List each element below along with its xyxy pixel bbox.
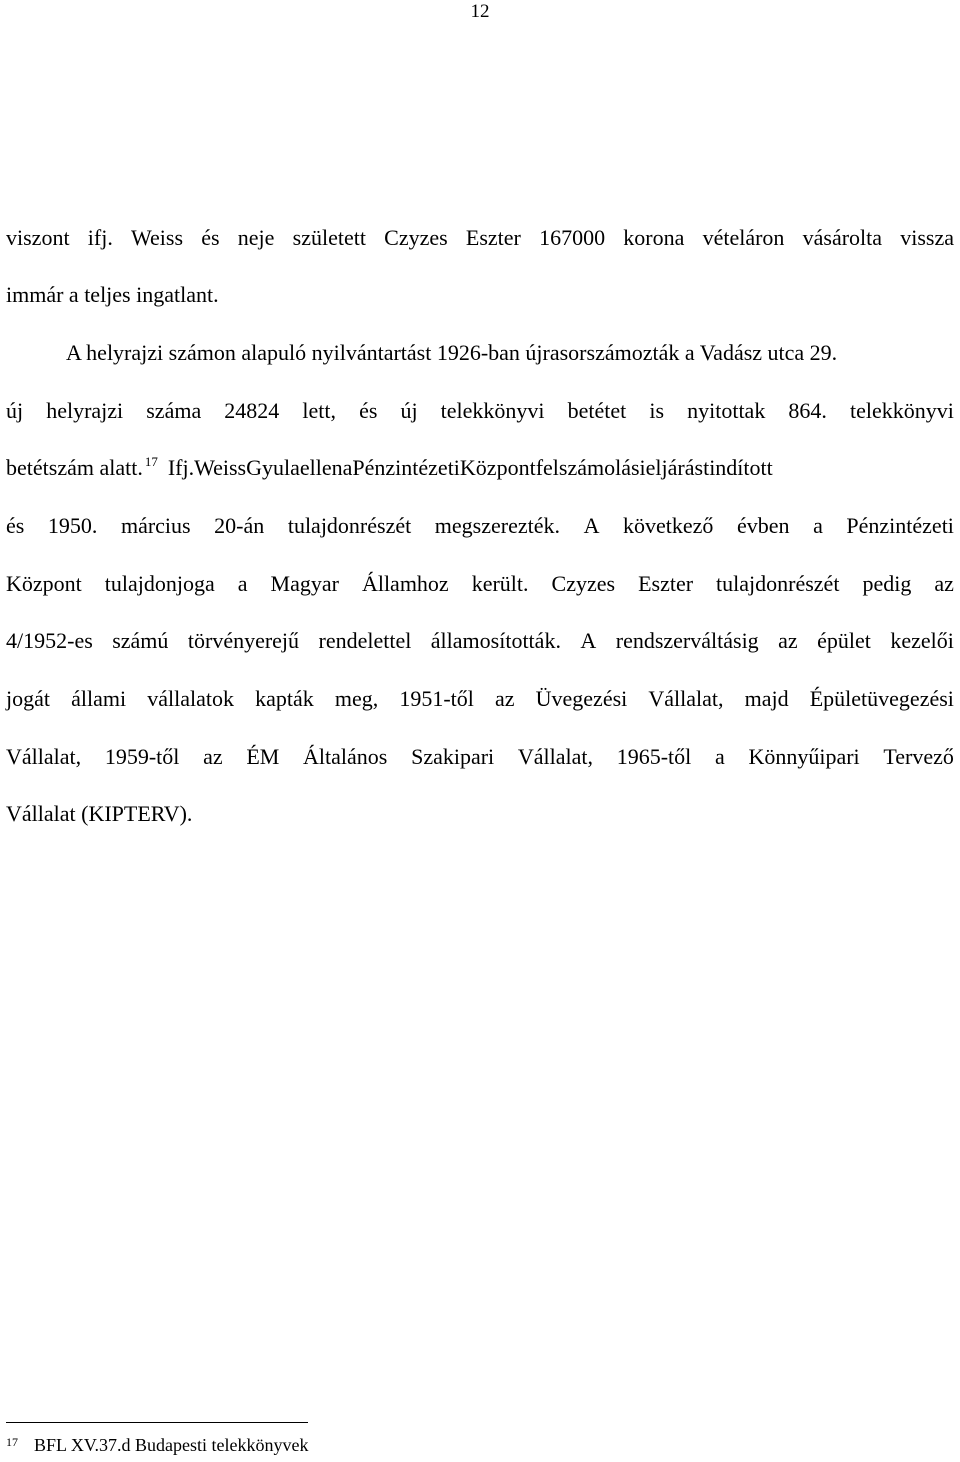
word: 1965-től xyxy=(616,744,692,769)
text-line-9 xyxy=(6,685,954,713)
word: Épületüvegezési xyxy=(809,686,954,711)
word: lett, xyxy=(302,398,336,423)
word: 167000 xyxy=(539,225,606,250)
word: eljárást xyxy=(645,455,710,480)
word: A xyxy=(583,513,600,538)
word: következő xyxy=(623,513,714,538)
word: tulajdonjoga xyxy=(104,571,215,596)
word: törvényerejű xyxy=(187,628,300,653)
word: helyrajzi xyxy=(46,398,124,423)
word: tulajdonrészét xyxy=(287,513,412,538)
word: Vállalat, xyxy=(517,744,594,769)
text-line-7 xyxy=(6,570,954,598)
word: Általános xyxy=(303,744,388,769)
footnote-divider xyxy=(6,1422,308,1423)
word: Könnyűipari xyxy=(748,744,860,769)
word: neje xyxy=(237,225,275,250)
word: indított xyxy=(709,455,773,480)
word: az xyxy=(495,686,515,711)
text-line-5-start: betétszám alatt. $^{17}$ xyxy=(6,454,158,480)
word: és xyxy=(6,513,25,538)
word: a xyxy=(714,744,725,769)
word: majd xyxy=(744,686,789,711)
footnote xyxy=(6,1434,308,1456)
text-line-1 xyxy=(6,224,954,252)
word: épület xyxy=(817,628,871,653)
word: telekkönyvi xyxy=(849,398,954,423)
text-line-10 xyxy=(6,743,954,771)
word: felszámolási xyxy=(535,455,646,480)
word: tulajdonrészét xyxy=(716,571,840,596)
footnote-text: BFL XV.37.d Budapesti telekkönyvek xyxy=(34,1435,309,1455)
word: a xyxy=(813,513,823,538)
word: vállalatok xyxy=(147,686,234,711)
word: az xyxy=(934,571,954,596)
word: és xyxy=(359,398,378,423)
word: nyitottak xyxy=(687,398,766,423)
text-line-3: A helyrajzi számon alapuló nyilvántartást 1926-ban újrasorszámozták a Vadász utca 29. xyxy=(66,340,838,365)
word: 1951-től xyxy=(399,686,474,711)
word: korona xyxy=(623,225,685,250)
word: vásárolta xyxy=(802,225,883,250)
word: 24824 xyxy=(224,398,280,423)
word: rendelettel xyxy=(318,628,412,653)
word: Czyzes xyxy=(551,571,616,596)
word: évben xyxy=(736,513,790,538)
word: kezelői xyxy=(890,628,954,653)
word: új xyxy=(400,398,418,423)
word: betétet xyxy=(567,398,627,423)
word: Pénzintézeti xyxy=(846,513,954,538)
word: vételáron xyxy=(702,225,785,250)
word: 864. xyxy=(788,398,827,423)
word: Szakipari xyxy=(411,744,495,769)
word: Központ xyxy=(6,571,82,596)
word: viszont xyxy=(6,225,70,250)
word: telekkönyvi xyxy=(440,398,545,423)
word: ÉM xyxy=(246,744,280,769)
word: és xyxy=(201,225,220,250)
word: kapták xyxy=(255,686,314,711)
word: új xyxy=(6,398,24,423)
word: meg, xyxy=(334,686,379,711)
word: Vállalat, xyxy=(6,744,82,769)
word: Weiss xyxy=(131,225,184,250)
word: 1959-től xyxy=(104,744,180,769)
word: Pénzintézeti xyxy=(352,455,460,480)
word: Czyzes xyxy=(384,225,448,250)
word: államosították. xyxy=(430,628,561,653)
text-line-8 xyxy=(6,627,954,655)
word: Államhoz xyxy=(361,571,449,596)
word: megszerezték. xyxy=(434,513,560,538)
text-line-4 xyxy=(6,397,954,425)
word: száma xyxy=(146,398,202,423)
word: ifj. xyxy=(87,225,113,250)
text-line-11: Vállalat (KIPTERV). xyxy=(6,801,193,826)
word: is xyxy=(649,398,665,423)
word: pedig xyxy=(862,571,912,596)
word: az xyxy=(203,744,223,769)
word: március xyxy=(120,513,191,538)
word: Magyar xyxy=(270,571,339,596)
word: jogát xyxy=(6,686,50,711)
word: a xyxy=(237,571,248,596)
word: 1950. xyxy=(47,513,98,538)
text-line-5-rest xyxy=(168,454,954,482)
word: Ifj. xyxy=(167,455,195,480)
word: Eszter xyxy=(465,225,521,250)
word: a xyxy=(342,455,353,480)
word: Központ xyxy=(459,455,536,480)
word: az xyxy=(778,628,798,653)
word: Weiss xyxy=(194,455,247,480)
page-number: 12 xyxy=(470,1,490,22)
word: Tervező xyxy=(883,744,954,769)
text-line-2: immár a teljes ingatlant. xyxy=(6,282,219,307)
word: került. xyxy=(471,571,529,596)
footnote-reference: 17 xyxy=(144,454,158,469)
word: rendszerváltásig xyxy=(615,628,759,653)
word: Vállalat, xyxy=(648,686,724,711)
text-line-6 xyxy=(6,512,954,540)
word: számú xyxy=(112,628,169,653)
word: Gyula xyxy=(246,455,300,480)
word: ellen xyxy=(299,455,343,480)
word: 4/1952-es xyxy=(6,628,93,653)
word: 20-án xyxy=(214,513,265,538)
word: Üvegezési xyxy=(535,686,628,711)
word: A xyxy=(580,628,597,653)
footnote-number: 17 xyxy=(6,1435,18,1449)
word: vissza xyxy=(900,225,954,250)
text-line-5 xyxy=(6,454,954,482)
word: született xyxy=(292,225,366,250)
word: Eszter xyxy=(638,571,694,596)
word: állami xyxy=(71,686,127,711)
